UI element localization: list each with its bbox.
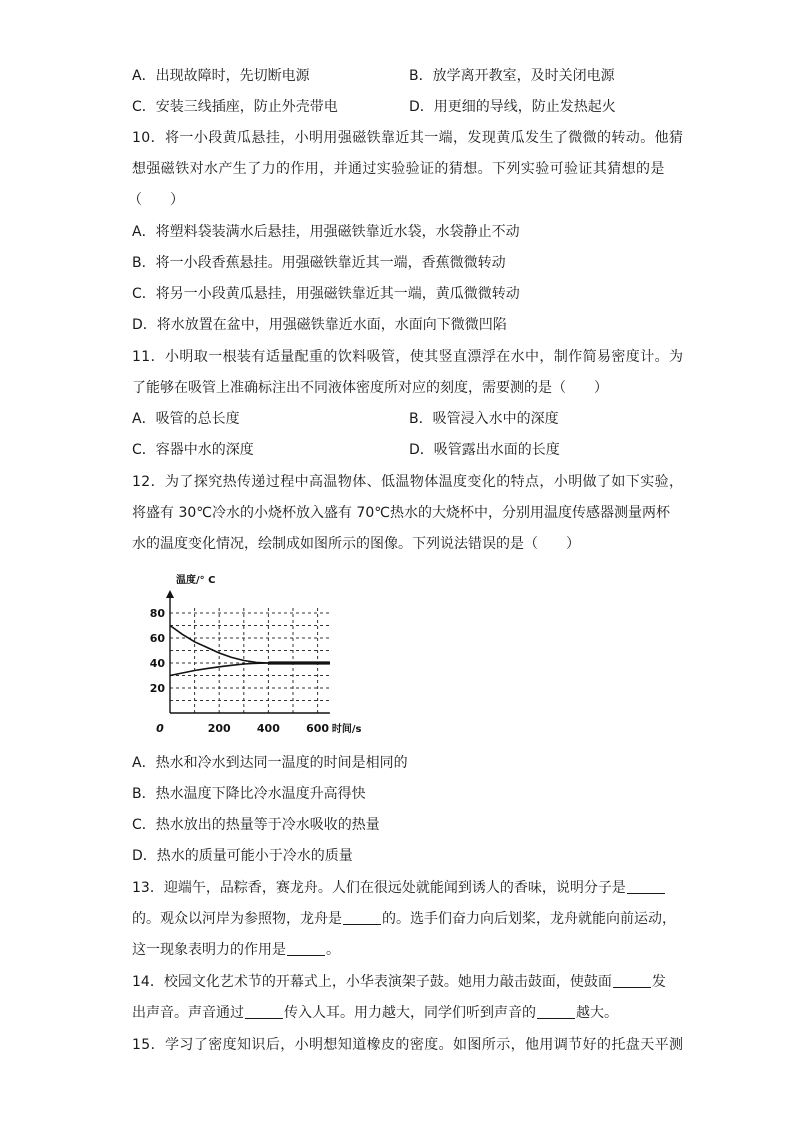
- q13-line-3: [132, 940, 340, 960]
- q10-option-a: A．将塑料袋装满水后悬挂，用强磁铁靠近水袋，水袋静止不动: [132, 224, 520, 240]
- q14-blank-1[interactable]: [613, 973, 651, 988]
- q14-line-1: [132, 972, 666, 992]
- q9-option-b: B．放学离开教室，及时关闭电源: [409, 68, 615, 84]
- q10-option-c: C．将另一小段黄瓜悬挂，用强磁铁靠近其一端，黄瓜微微转动: [132, 286, 520, 302]
- q12-stem-line-1: 12．为了探究热传递过程中高温物体、低温物体温度变化的特点，小明做了如下实验，: [132, 474, 684, 490]
- x-axis-label: 时间/s: [331, 724, 362, 735]
- x-tick-label: 600: [306, 722, 330, 735]
- q10-stem-line-2: 想强磁铁对水产生了力的作用，并通过实验验证的猜想。下列实验可验证其猜想的是: [132, 161, 665, 177]
- q11-option-c: C．容器中水的深度: [132, 442, 254, 458]
- q13-blank-1[interactable]: [627, 879, 665, 894]
- q10-option-d: D．将水放置在盆中，用强磁铁靠近水面，水面向下微微凹陷: [132, 317, 507, 333]
- q11-option-d: D．吸管露出水面的长度: [409, 442, 560, 458]
- y-tick-label: 60: [149, 632, 165, 645]
- q13-line-1-text: 13．迎端午，品粽香，赛龙舟。人们在很远处就能闻到诱人的香味，说明分子是: [132, 880, 626, 896]
- q15-stem-line-1: 15．学习了密度知识后，小明想知道橡皮的密度。如图所示，他用调节好的托盘天平测: [132, 1037, 684, 1053]
- q10-answer-paren: （ ）: [128, 192, 184, 208]
- q13-line-3-text-a: 这一现象表明力的作用是: [132, 942, 286, 958]
- y-axis-label: 温度/° C: [176, 575, 216, 586]
- q14-blank-2[interactable]: [245, 1004, 283, 1019]
- q11-stem-line-1: 11．小明取一根装有适量配重的饮料吸管，使其竖直漂浮在水中，制作简易密度计。为: [132, 349, 684, 365]
- q12-stem-line-3: 水的温度变化情况，绘制成如图所示的图像。下列说法错误的是（ ）: [132, 536, 580, 552]
- q10-option-b: B．将一小段香蕉悬挂。用强磁铁靠近其一端，香蕉微微转动: [132, 255, 506, 271]
- y-axis-arrow: [166, 590, 174, 598]
- q12-stem-line-2: 将盛有 30℃冷水的小烧杯放入盛有 70℃热水的大烧杯中，分别用温度传感器测量两杯: [132, 505, 670, 521]
- y-tick-label: 40: [149, 657, 165, 670]
- y-tick-label: 20: [149, 682, 165, 695]
- chart-axes: [166, 590, 330, 713]
- q9-options-row-1: [132, 66, 652, 86]
- chart-grid: [170, 607, 330, 713]
- q14-line-1-text-b: 发: [651, 974, 666, 990]
- q13-line-2: [132, 909, 676, 929]
- q13-line-1: [132, 878, 666, 898]
- q14-line-2: [132, 1003, 618, 1023]
- temperature-time-chart: [140, 570, 390, 738]
- q13-line-3-text-b: 。: [326, 942, 340, 958]
- q9-option-a: A．出现故障时，先切断电源: [132, 68, 310, 84]
- q12-option-d: D．热水的质量可能小于冷水的质量: [132, 848, 353, 864]
- chart-labels: [150, 573, 362, 735]
- q14-line-2-text-b: 传入人耳。用力越大，同学们听到声音的: [284, 1005, 536, 1021]
- q11-options-row-2: [132, 440, 652, 460]
- q10-stem-line-1: 10．将一小段黄瓜悬挂，小明用强磁铁靠近其一端，发现黄瓜发生了微微的转动。他猜: [132, 130, 684, 146]
- q9-options-row-2: [132, 97, 652, 117]
- q14-line-2-text-a: 出声音。声音通过: [132, 1005, 244, 1021]
- q13-blank-3[interactable]: [287, 941, 325, 956]
- series-line-2: [170, 663, 330, 676]
- x-tick-label: 400: [256, 722, 280, 735]
- q11-options-row-1: [132, 409, 652, 429]
- q9-option-c: C．安装三线插座，防止外壳带电: [132, 99, 338, 115]
- series-line-1: [170, 626, 330, 664]
- y-tick-label: 80: [149, 607, 165, 620]
- q9-option-d: D．用更细的导线，防止发热起火: [409, 99, 616, 115]
- q13-line-2-text-b: 的。选手们奋力向后划桨，龙舟就能向前运动，: [382, 911, 676, 927]
- q14-line-2-text-c: 越大。: [576, 1005, 618, 1021]
- x-tick-label: 200: [207, 722, 231, 735]
- origin-label: 0: [156, 722, 164, 735]
- q11-option-a: A．吸管的总长度: [132, 411, 240, 427]
- q12-option-c: C．热水放出的热量等于冷水吸收的热量: [132, 817, 380, 833]
- q11-stem-line-2: 了能够在吸管上准确标注出不同液体密度所对应的刻度，需要测的是（ ）: [132, 380, 608, 396]
- q11-option-b: B．吸管浸入水中的深度: [409, 411, 559, 427]
- q12-option-a: A．热水和冷水到达同一温度的时间是相同的: [132, 755, 408, 771]
- q13-line-2-text-a: 的。观众以河岸为参照物，龙舟是: [132, 911, 342, 927]
- q14-line-1-text-a: 14．校园文化艺术节的开幕式上，小华表演架子鼓。她用力敲击鼓面，使鼓面: [132, 974, 612, 990]
- q13-blank-2[interactable]: [343, 910, 381, 925]
- q14-blank-3[interactable]: [537, 1004, 575, 1019]
- q12-option-b: B．热水温度下降比冷水温度升高得快: [132, 786, 366, 802]
